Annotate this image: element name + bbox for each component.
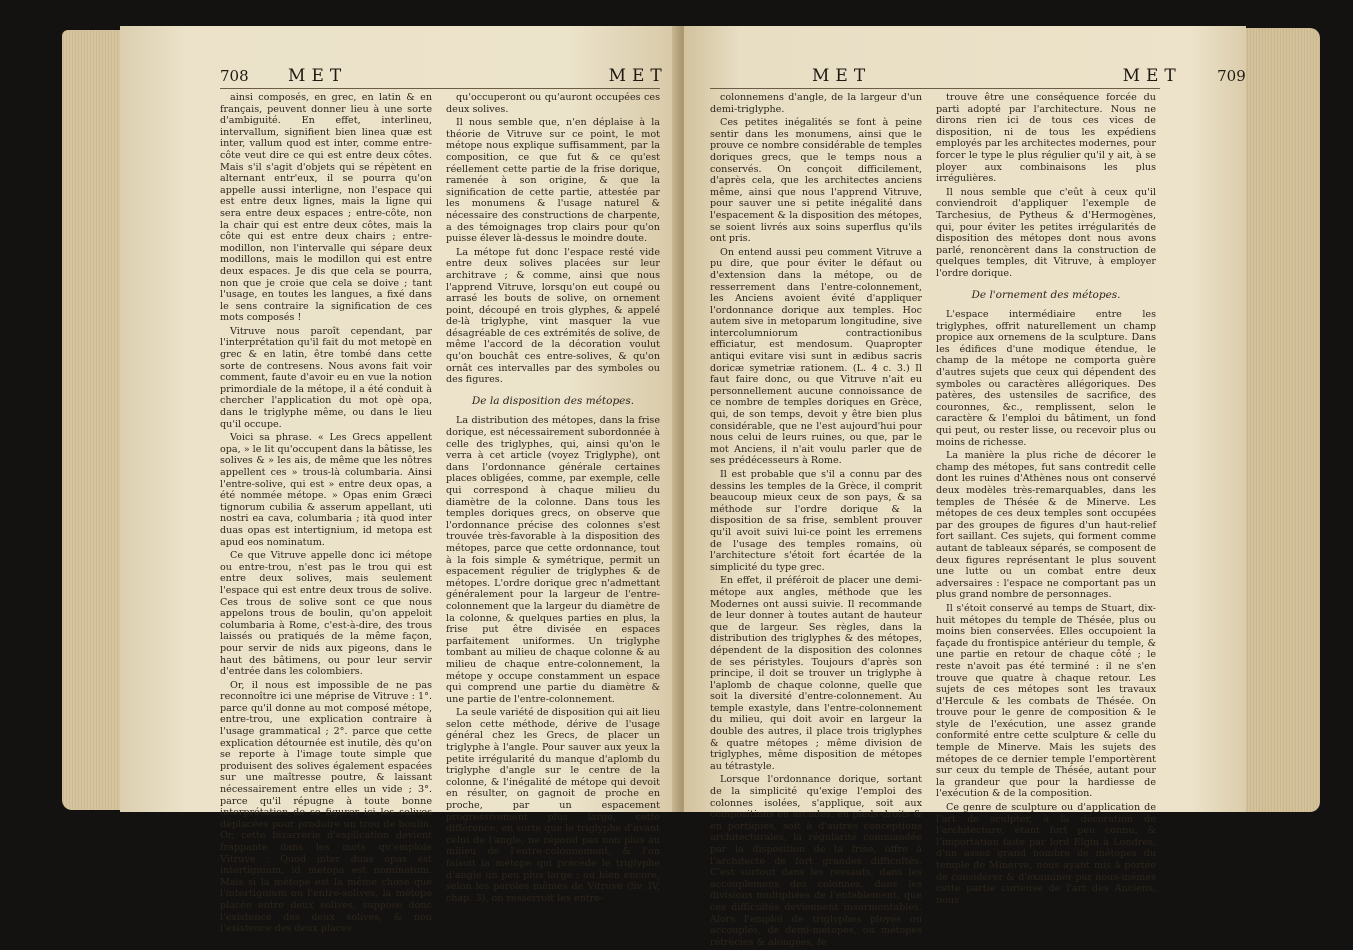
page-edges-right (1240, 28, 1320, 812)
paragraph: Il nous semble que c'eût à ceux qu'il conviendroit d'appliquer l'exemple de Tarchesius, de Pytheus & d'Hermogènes, qui, pour éviter les petites irrégularités de disposition des métopes dont nous avons parlé, renoncèrent dans la construction de quelques temples, dit Vitruve, à employer l'ordre dorique. (936, 186, 1156, 279)
header-rule (220, 88, 660, 89)
paragraph: En effet, il préféroit de placer une demi-métope aux angles, méthode que les Modernes ont aussi suivie. Il recommande de leur donner à toutes autant de hauteur que de largeur. Ses règles, dans la distribution des triglyphes & des métopes, dépendent de la disposition des colonnes de ses péristyles. Toujours d'après son principe, il doit se trouver un triglyphe à l'aplomb de chaque colonne, quelle que soit la diversité d'entre-colonnement. Au temple exastyle, dans l'entre-colonnement du milieu, qui doit avoir en largeur la double des autres, il place trois triglyphes & quatre métopes ; même division de triglyphes, même disposition de métopes au tétrastyle. (710, 575, 922, 772)
left-running-head-right: MET (608, 66, 668, 86)
paragraph: Ce genre de sculpture ou d'application de l'art de sculpter, à la décoration de l'architecture, étant fort peu connu, & l'importation faite par lord Elgin à Londres, d'un assez grand nombre de métopes du temple de Minerve, nous ayant mis à portée de considérer & d'examiner par nous-mêmes cette partie curieuse de l'art des Anciens, nous (936, 802, 1156, 906)
paragraph: trouve être une conséquence forcée du parti adopté par l'architecture. Nous ne dirons rien ici de tous ces vices de disposition, ni de tous les expédiens employés par les architectes modernes, pour forcer le type le plus régulier qu'il y ait, à se ployer aux combinaisons les plus irrégulières. (936, 92, 1156, 185)
paragraph: Il nous semble que, n'en déplaise à la théorie de Vitruve sur ce point, le mot métope nous explique suffisamment, par la composition, ce que fut & ce qu'est réellement cette partie de la frise dorique, ramenée à son origine, & que la signification de cette partie, attestée par les monumens & l'usage naturel & nécessaire des constructions de charpente, a des témoignages trop clairs pour qu'on puisse élever là-dessus le moindre doute. (446, 117, 660, 245)
paragraph: ainsi composés, en grec, en latin & en français, peuvent donner lieu à une sorte d'ambiguité. En effet, interlineu, intervallum, signifient bien linea quæ est inter, vallum quod est inter, comme entre-côte veut dire ce qui est entre deux côtes. Mais s'il s'agit d'objets qui se répètent en alternant entr'eux, il se pourra qu'on appelle aussi interligne, non l'espace qui est entre deux lignes, mais la ligne qui sera entre deux espaces ; entre-côte, non la chair qui est entre deux côtes, mais la côte qui est entre deux chairs ; entre-modillon, non l'intervalle qui sépare deux modillons, mais le modillon qui est entre deux espaces. Je dis que cela se pourra, non que je croie que cela se doive ; tant l'usage, en toutes les langues, a fixé dans le sens contraire la signification de ces mots composés ! (220, 92, 432, 324)
paragraph: Ces petites inégalités se font à peine sentir dans les monumens, ainsi que le prouve ce nombre considérable de temples doriques grecs, que le temps nous a conservés. On conçoit difficilement, d'après cela, que les architectes anciens même, ainsi que nous l'apprend Vitruve, pour sauver une si petite inégalité dans l'espacement & la disposition des métopes, se soient livrés aux soins superflus qu'ils ont pris. (710, 117, 922, 245)
page-edges-left (62, 30, 124, 810)
right-page (684, 26, 1246, 948)
paragraph: La manière la plus riche de décorer le champ des métopes, fut sans contredit celle dont les ruines d'Athènes nous ont conservé deux modèles très-remarquables, dans les temples de Thésée & de Minerve. Les métopes de ces deux temples sont occupées par des groupes de figures d'un haut-relief fort saillant. Ces sujets, qui forment comme autant de tableaux séparés, se composent de deux figures représentant le plus souvent une lutte ou un combat entre deux adversaires : l'espace ne comportant pas un plus grand nombre de personnages. (936, 450, 1156, 601)
paragraph: qu'occuperont ou qu'auront occupées ces deux solives. (446, 92, 660, 115)
right-column-2 (936, 92, 1156, 908)
paragraph: Lorsque l'ordonnance dorique, sortant de la simplicité qu'exige l'emploi des colonnes isolées, s'applique, soit aux compositions en arcades, en pieds-droits & en portiques, soit à d'autres conceptions architecturales, la régularité commandée par la disposition de la frise, offre à l'architecte de fort grandes difficultés. C'est surtout dans les ressauts, dans les accouplemens des colonnes, dans les divisions multipliées de l'entablement, que ces difficultés deviennent insurmontables. Alors l'emploi de triglyphes ployés ou accouplés, de demi-métopes, ou métopes rétrécies & alongées, fe (710, 774, 922, 948)
right-running-head: MET (1122, 66, 1182, 86)
left-column-2 (446, 92, 660, 906)
right-page-number: 709 (1217, 67, 1246, 85)
paragraph: La distribution des métopes, dans la frise dorique, est nécessairement subordonnée à celle des triglyphes, qui, ainsi qu'on le verra à cet article (voyez Triglyphe), ont dans l'ordonnance générale certaines places obligées, comme, par exemple, celle qui correspond à chaque milieu du diamètre de la colonne. Dans tous les temples doriques grecs, on observe que l'ordonnance précise des colonnes s'est trouvée très-favorable à la disposition des métopes, parce que cette ordonnance, tout à la fois simple & symétrique, permit un espacement régulier de triglyphes & de métopes. L'ordre dorique grec n'admettant généralement pour la largeur de l'entre-colonnement que la largeur du diamètre de la colonne, & quelques parties en plus, la frise put être divisée en espaces parfaitement uniformes. Un triglyphe tombant au milieu de chaque colonne & au milieu de chaque entre-colonnement, la métope y occupe constamment un espace qui comprend une partie du diamètre & une partie de l'entre-colonnement. (446, 415, 660, 705)
left-page (120, 26, 680, 935)
paragraph: Il est probable que s'il a connu par des dessins les temples de la Grèce, il comprit beaucoup mieux ceux de son pays, & sa méthode sur l'ordre dorique & la disposition de sa frise, semblent prouver qu'il avoit suivi lui-ce point les erremens de l'usage des temples romains, où l'architecture s'étoit fort écartée de la simplicité du type grec. (710, 469, 922, 573)
left-page-number: 708 (220, 67, 249, 85)
section-title: De l'ornement des métopes. (971, 288, 1121, 301)
paragraph: Vitruve nous paroît cependant, par l'interprétation qu'il fait du mot metopè en grec & en latin, être tombé dans cette sorte de contresens. Nous avons fait voir comment, faute d'avoir eu en vue la notion primordiale de la métope, il a été conduit à chercher l'application du mot opè opa, dans le triglyphe même, ou dans le lieu qu'il occupe. (220, 325, 432, 430)
right-running-head-left: MET (812, 66, 872, 86)
paragraph: La seule variété de disposition qui ait lieu selon cette méthode, dérive de l'usage général chez les Grecs, de placer un triglyphe à l'angle. Pour sauver aux yeux la petite irrégularité du manque d'aplomb du triglyphe d'angle sur le centre de la colonne, & l'inégalité de métope qui devoit en résulter, on gagnoit de proche en proche, par un espacement progressivement plus large, cette différence, en sorte que le triglyphe d'avant celui de l'angle, ne répond pas non plus au milieu de l'entre-colonnement, & l'on faisoit la métope qui précède le triglyphe d'angle un peu plus large ; ou bien encore, selon les paroles mêmes de Vitruve (liv. IV, chap. 3), on resserroit les entre- (446, 707, 660, 904)
paragraph: colonnemens d'angle, de la largeur d'un demi-triglyphe. (710, 92, 922, 115)
paragraph: Ce que Vitruve appelle donc ici métope ou entre-trou, n'est pas le trou qui est entre deux solives, mais seulement l'espace qui est entre deux trous de solive. Ces trous de solive sont ce que nous appelons trous de boulin, qu'on appeloit columbaria à Rome, c'est-à-dire, des trous laissés ou pratiqués de la même façon, pour servir de nids aux pigeons, dans le haut des bâtimens, ou pour leur servir d'entrée dans les colombiers. (220, 550, 432, 678)
left-running-head: MET (288, 66, 348, 86)
paragraph: On entend aussi peu comment Vitruve a pu dire, que pour éviter le défaut ou d'extension dans la métope, ou de resserrement dans l'entre-colonnement, les Anciens avoient évité d'appliquer l'ordonnance dorique aux temples. Hoc autem sive in metoparum longitudine, sive intercolumniorum contractionibus efficiatur, est mendosum. Quapropter antiqui evitare visi sunt in ædibus sacris doricæ symetriæ rationem. (L. 4 c. 3.) Il faut faire donc, ou que Vitruve n'ait eu personnellement aucune connoissance de ce nombre de temples doriques en Grèce, qui, de son temps, devoit y être bien plus considérable, que ne l'est aujourd'hui pour nous celui de leurs ruines, ou que, par le mot Anciens, il n'ait voulu parler que de ses prédécesseurs à Rome. (710, 246, 922, 467)
paragraph: Or, il nous est impossible de ne pas reconnoître ici une méprise de Vitruve : 1°. parce qu'il donne au mot composé métope, entre-trou, une explication contraire à l'usage grammatical ; 2°. parce que cette explication détournée est inutile, dès qu'on se reporte à l'image toute simple que produisent des solives également espacées sur une maîtresse poutre, & laissant nécessairement entre elles un vide ; 3°. parce qu'il répugne à toute bonne interprétation de se figurer ici les solives déplacées pour produire un trou de boulin. Or, cette bizarrerie d'explication devient frappante dans les mots qu'emploie Vitruve : Quod inter duas opas est intertignium, id metopa est nominatum. Mais si la métope est la même chose que l'intertignium ou l'entre-solives, la métope placée entre deux solives, suppose donc l'existence des deux solives, & non l'existence des deux places (220, 679, 432, 935)
paragraph: Il s'étoit conservé au temps de Stuart, dix-huit métopes du temple de Thésée, plus ou moins bien conservées. Elles occupoient la façade du frontispice antérieur du temple, & une partie en retour de chaque côté ; le reste n'avoit pas été terminé : il ne s'en trouve que quatre à chaque retour. Les sujets de ces métopes sont les travaux d'Hercule & les combats de Thésée. On trouve pour le genre de composition & le style de l'exécution, une assez grande conformité entre cette sculpture & celle du temple de Minerve. Mais les sujets des métopes de ce dernier temple l'emportèrent sur ceux du temple de Thésée, autant pour la grandeur que pour la hardiesse de l'exécution & de la composition. (936, 602, 1156, 800)
left-column-1 (220, 92, 432, 937)
header-rule (710, 88, 1160, 89)
paragraph: Voici sa phrase. « Les Grecs appellent opa, » le lit qu'occupent dans la bâtisse, les solives & » les ais, de même que les nôtres appellent ces » trous-là columbaria. Ainsi l'entre-solive, qui est » entre deux opas, a été nommée métope. » Opas enim Græci tignorum cubilia & asserum appellant, uti nostri ea cava, columbaria ; ità quod inter duas opas est intertignium, id metopa est apud eos nominatum. (220, 432, 432, 548)
paragraph: L'espace intermédiaire entre les triglyphes, offrit naturellement un champ propice aux ornemens de la sculpture. Dans les édifices d'une modique étendue, le champ de la métope ne comporta guère d'autres sujets que ceux qui dépendent des symboles ou caractères allégoriques. Des patères, des ustensiles de sacrifice, des couronnes, &c., remplissent, selon le caractère & l'emploi du bâtiment, un fond qui peut, ou rester lisse, ou recevoir plus ou moins de richesse. (936, 309, 1156, 448)
section-title: De la disposition des métopes. (471, 394, 635, 407)
paragraph: La métope fut donc l'espace resté vide entre deux solives placées sur leur architrave ; & comme, ainsi que nous l'apprend Vitruve, lorsqu'on eut coupé ou arrasé les bouts de solive, on ornement point, découpé en trois glyphes, & appelé de-là triglyphe, vint masquer la vue désagréable de ces extrémités de solive, de même l'accord de la décoration voulut qu'on bouchât ces entre-solives, & qu'on ornât ces intervalles par des symboles ou des figures. (446, 246, 660, 386)
right-column-1 (710, 92, 922, 950)
